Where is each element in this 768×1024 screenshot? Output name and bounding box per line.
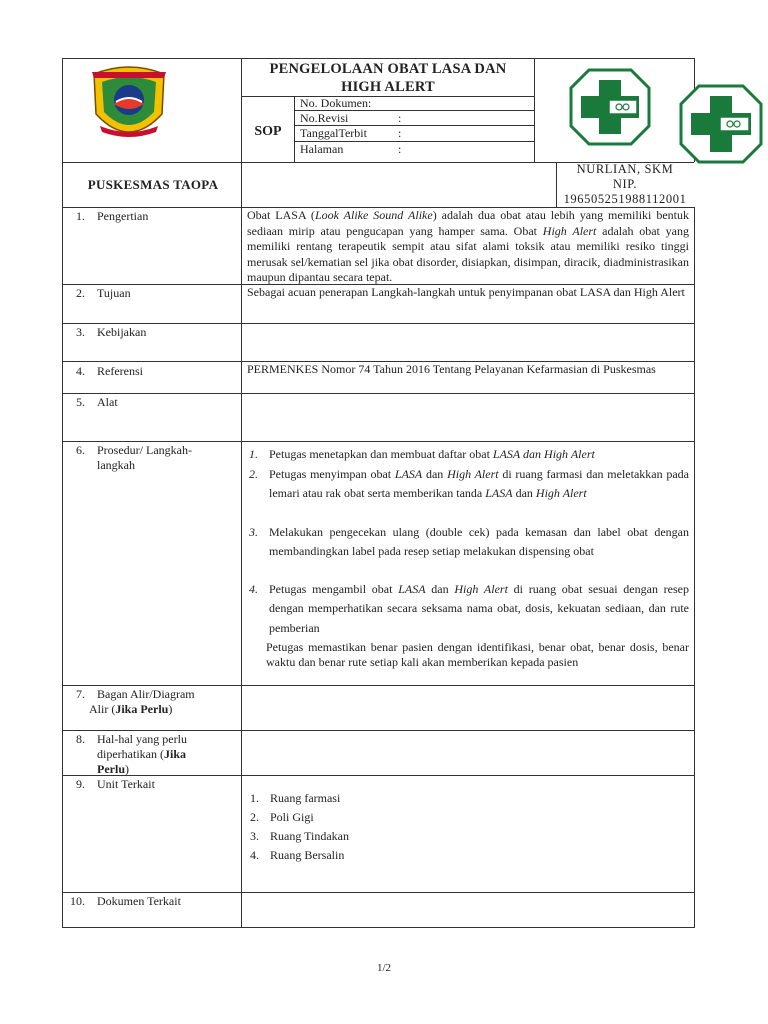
- row-4-number: 4.: [76, 364, 85, 378]
- row-1-text: Obat LASA (Look Alike Sound Alike) adalah dua obat atau lebih yang memiliki bentuk sediaan mirip atau pengucapan yang hamper sama. Obat High Alert adalah obat yang memiliki rentang terapeutik sempit atau sifat alami toksik atau memiliki resiko tinggi merusak sel/kematian sel jika obat disorder, disiapkan, disimpan, diracik, diadministrasikan maupun dipantau secara tepat.: [247, 208, 690, 284]
- procedure-step-4: 4. Petugas mengambil obat LASA dan High Alert di ruang obat sesuai dengan resep dengan memperhatikan secara seksama nama obat, dosis, kekuatan sediaan, dan rute pemberian: [249, 582, 690, 635]
- procedure-step-2: 2. Petugas menyimpan obat LASA dan High Alert di ruang farmasi dan meletakkan pada lemari atau rak obat serta memberikan tanda LASA dan High Alert: [249, 467, 689, 501]
- row-5-label: Alat: [97, 395, 118, 409]
- row-8-number: 8.: [76, 732, 85, 746]
- meta-revisi-colon: :: [398, 111, 402, 125]
- row-2-label: Tujuan: [97, 286, 131, 300]
- meta-tanggal-colon: :: [398, 126, 402, 140]
- row-1-label: Pengertian: [97, 209, 149, 223]
- unit-item: 4. Ruang Bersalin: [250, 848, 345, 862]
- row-1-number: 1.: [76, 209, 85, 223]
- row-10-number: 10.: [70, 894, 85, 908]
- puskesmas-logo-icon: [569, 68, 651, 146]
- signer-nip-label: NIP.: [612, 177, 638, 191]
- meta-halaman-colon: :: [398, 142, 402, 156]
- row-2-number: 2.: [76, 286, 85, 300]
- puskesmas-logo-icon-2: [679, 84, 763, 164]
- meta-revisi: No.Revisi: [300, 111, 349, 125]
- document-title: [242, 60, 534, 96]
- row-4-label: Referensi: [97, 364, 143, 378]
- row-8-label: Hal-hal yang perlu diperhatikan (Jika Perlu): [97, 732, 187, 776]
- row-10-label: Dokumen Terkait: [97, 894, 181, 908]
- row-6-number: 6.: [76, 443, 85, 457]
- title-line-1: PENGELOLAAN OBAT LASA DAN: [269, 61, 507, 77]
- row-9-label: Unit Terkait: [97, 777, 155, 791]
- meta-tanggal: TanggalTerbit: [300, 126, 367, 140]
- procedure-closing: Petugas memastikan benar pasien dengan identifikasi, benar obat, benar dosis, benar waktu dan benar rute setiap kali akan memberikan kepada pasien: [266, 640, 689, 669]
- row-7-label: Bagan Alir/Diagram Alir (Jika Perlu): [89, 687, 195, 716]
- puskesmas-name: PUSKESMAS TAOPA: [87, 177, 219, 192]
- page-number: 1/2: [376, 962, 392, 974]
- row-3-number: 3.: [76, 325, 85, 339]
- row-4-text: PERMENKES Nomor 74 Tahun 2016 Tentang Pelayanan Kefarmasian di Puskesmas: [247, 362, 656, 376]
- meta-halaman: Halaman: [300, 142, 344, 156]
- signer-name: NURLIAN, SKM: [576, 162, 674, 176]
- signer-nip: 196505251988112001: [563, 192, 687, 206]
- row-5-number: 5.: [76, 395, 85, 409]
- regency-logo: [86, 64, 172, 144]
- procedure-step-1: 1. Petugas menetapkan dan membuat daftar obat LASA dan High Alert: [249, 447, 595, 461]
- row-3-label: Kebijakan: [97, 325, 147, 339]
- sop-label: SOP: [254, 124, 282, 139]
- unit-item: 2. Poli Gigi: [250, 810, 314, 824]
- row-6-label: Prosedur/ Langkah- langkah: [97, 443, 192, 472]
- row-2-text: Sebagai acuan penerapan Langkah-langkah untuk penyimpanan obat LASA dan High Alert: [247, 285, 685, 299]
- procedure-step-3: 3. Melakukan pengecekan ulang (double cek) pada kemasan dan label obat dengan membandingkan label pada resep setiap melakukan dispensing obat: [249, 525, 689, 559]
- row-9-number: 9.: [76, 777, 85, 791]
- meta-dokumen: No. Dokumen:: [300, 96, 372, 110]
- row-7-number: 7.: [76, 687, 85, 701]
- unit-item: 1. Ruang farmasi: [250, 791, 341, 805]
- title-line-2: HIGH ALERT: [341, 79, 435, 95]
- unit-item: 3. Ruang Tindakan: [250, 829, 350, 843]
